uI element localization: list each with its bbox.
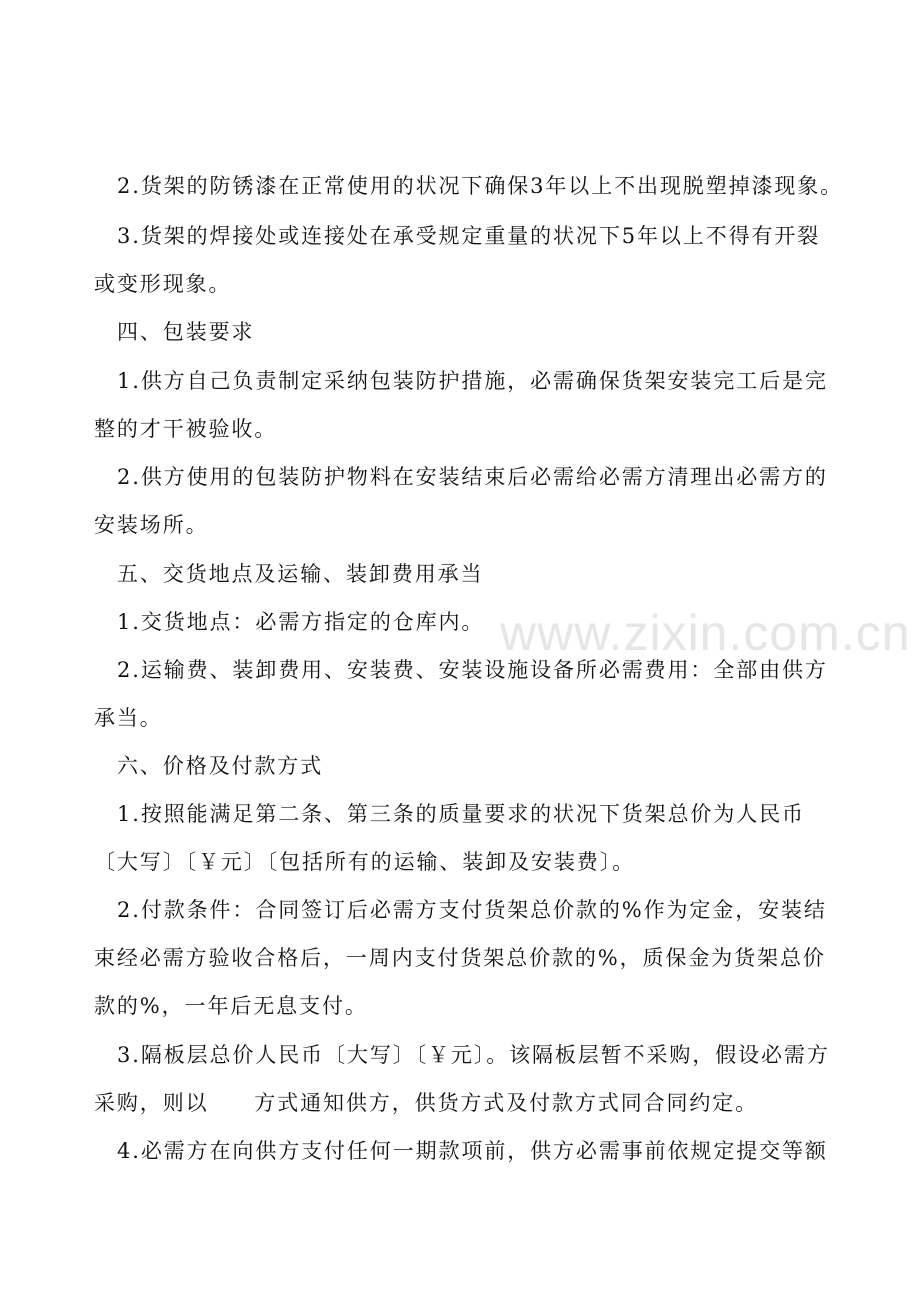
text-line-14: 1.按照能满足第二条、第三条的质量要求的状况下货架总价为人民币 (117, 802, 805, 826)
text-line-19: 3.隔板层总价人民币〔大写〕〔￥元〕。该隔板层暂不采购，假设必需方 (117, 1043, 830, 1067)
text-line-16: 2.付款条件：合同签订后必需方支付货架总价款的%作为定金，安装结 (117, 898, 827, 922)
text-line-20: 采购，则以 方式通知供方，供货方式及付款方式同合同约定。 (94, 1091, 759, 1115)
text-line-10: 1.交货地点：必需方指定的仓库内。 (117, 610, 485, 634)
section-heading-4: 四、包装要求 (117, 320, 255, 344)
watermark: www.zixin.com.cn (500, 605, 911, 661)
section-heading-5: 五、交货地点及运输、装卸费用承当 (117, 562, 484, 586)
text-line-1: 2.货架的防锈漆在正常使用的状况下确保3年以上不出现脱塑掉漆现象。 (117, 174, 844, 198)
text-line-15: 〔大写〕〔￥元〕〔包括所有的运输、装卸及安装费〕。 (94, 850, 635, 874)
text-line-7: 2.供方使用的包装防护物料在安装结束后必需给必需方清理出必需方的 (117, 465, 828, 489)
text-line-3: 或变形现象。 (94, 272, 232, 296)
text-line-18: 款的%，一年后无息支付。 (94, 994, 368, 1018)
text-line-11: 2.运输费、装卸费用、安装费、安装设施设备所必需费用：全部由供方 (117, 658, 828, 682)
text-line-5: 1.供方自己负责制定采纳包装防护措施，必需确保货架安装完工后是完 (117, 369, 828, 393)
text-line-6: 整的才干被验收。 (94, 417, 278, 441)
text-line-8: 安装场所。 (94, 513, 209, 537)
text-line-17: 束经必需方验收合格后，一周内支付货架总价款的%，质保金为货架总价 (94, 946, 826, 970)
text-line-12: 承当。 (94, 706, 163, 730)
text-line-2: 3.货架的焊接处或连接处在承受规定重量的状况下5年以上不得有开裂 (117, 224, 821, 248)
text-line-21: 4.必需方在向供方支付任何一期款项前，供方必需事前依规定提交等额 (117, 1139, 828, 1163)
section-heading-6: 六、价格及付款方式 (117, 754, 324, 778)
